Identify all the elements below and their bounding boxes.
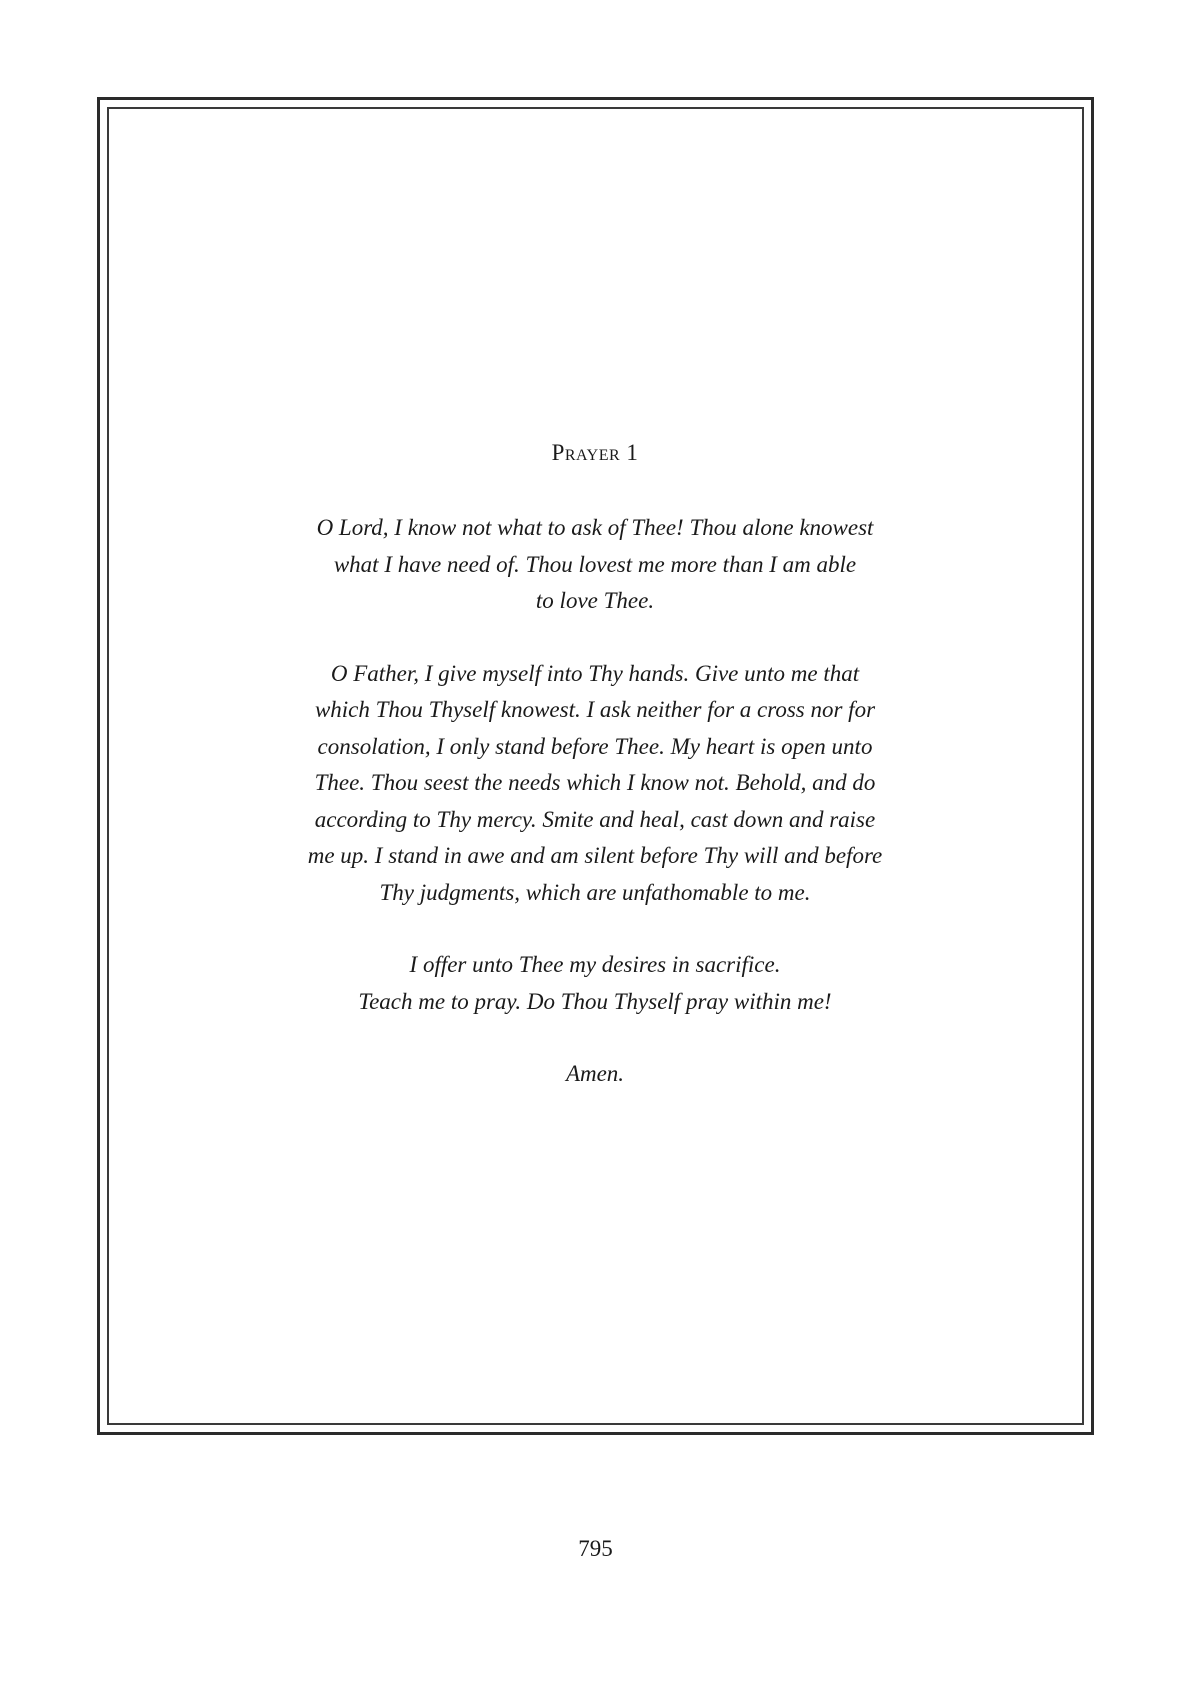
text-line: what I have need of. Thou lovest me more than I am able [333, 551, 857, 577]
text-line: Amen. [565, 1061, 625, 1086]
text-line: me up. I stand in awe and am silent before Thy will and before [307, 843, 883, 868]
paragraph-1 [300, 510, 890, 620]
text-line: consolation, I only stand before Thee. My heart is open unto [317, 733, 873, 759]
paragraph-2 [300, 656, 890, 912]
text-line: Thee. Thou seest the needs which I know not. Behold, and do [314, 770, 876, 795]
prayer-content [300, 440, 890, 1129]
text-line: Teach me to pray. Do Thou Thyself pray within me! [358, 988, 832, 1014]
text-line: O Lord, I know not what to ask of Thee! Thou alone knowest [316, 515, 874, 540]
text-line: which Thou Thyself knowest. I ask neither for a cross nor for [314, 697, 876, 722]
text-line: Thy judgments, which are unfathomable to me. [379, 879, 811, 905]
text-line: according to Thy mercy. Smite and heal, cast down and raise [314, 806, 876, 832]
paragraph-amen [300, 1056, 890, 1093]
text-line: to love Thee. [535, 588, 655, 613]
page-number: 795 [578, 1536, 613, 1561]
prayer-heading: Prayer 1 [551, 440, 639, 465]
text-line: I offer unto Thee my desires in sacrifice. [409, 952, 781, 977]
paragraph-3 [300, 947, 890, 1020]
text-line: O Father, I give myself into Thy hands. Give unto me that [330, 660, 860, 686]
